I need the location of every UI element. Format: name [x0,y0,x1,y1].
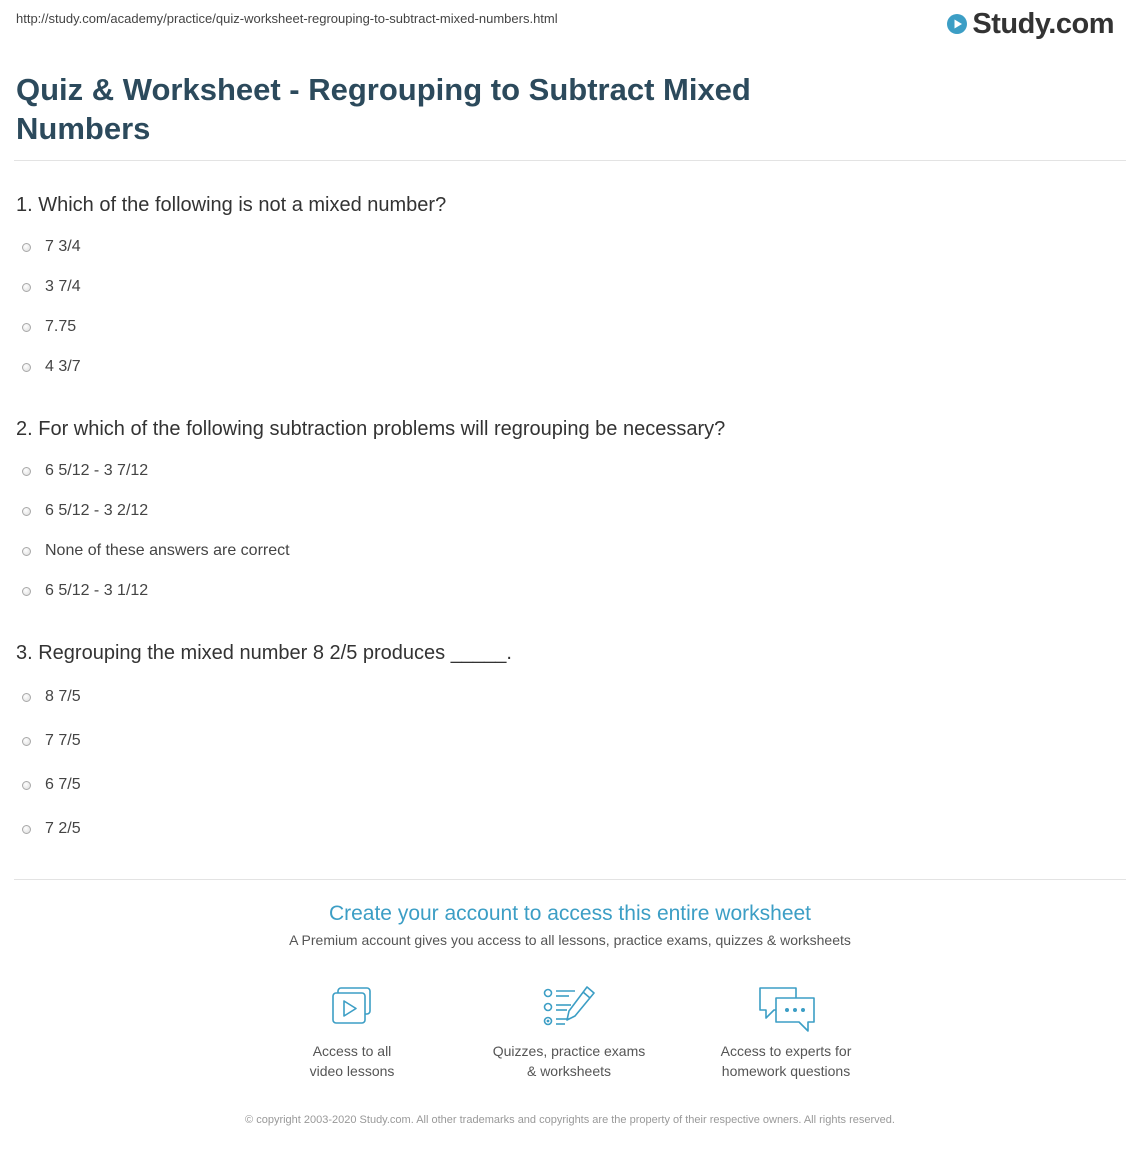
answer-option[interactable] [22,686,81,708]
radio-button[interactable] [22,243,31,252]
answer-option-label: 4 3/7 [45,358,81,375]
answer-option[interactable] [22,540,290,562]
radio-button[interactable] [22,781,31,790]
answer-option-label: 3 7/4 [45,278,81,295]
answer-option[interactable] [22,500,148,522]
create-account-link[interactable]: Create your account to access this entire worksheet [328,902,812,925]
radio-button[interactable] [22,547,31,556]
answer-option-label: 7.75 [45,318,77,335]
answer-option-label: 7 7/5 [45,732,81,749]
radio-button[interactable] [22,467,31,476]
answer-option-label: 7 3/4 [45,238,81,255]
radio-button[interactable] [22,323,31,332]
feature-label-line: homework questions [721,1063,851,1079]
feature-quizzes [469,984,669,1081]
copyright-notice: © copyright 2003-2020 Study.com. All other trademarks and copyrights are the property of their respective owners. All rights reserved. [245,1114,895,1126]
answer-option[interactable] [22,236,81,258]
radio-button[interactable] [22,737,31,746]
quiz-divider [14,879,1126,880]
answer-option-label: 8 7/5 [45,688,81,705]
answer-option[interactable] [22,460,148,482]
answer-option-label: 7 2/5 [45,820,81,837]
study-play-logo-icon [946,13,968,35]
answer-option[interactable] [22,580,148,602]
feature-label-line: Access to all [312,1043,392,1059]
answer-option-label: None of these answers are correct [45,542,290,559]
question-1: 1. Which of the following is not a mixed number? [16,194,447,216]
page-title: Quiz & Worksheet - Regrouping to Subtract Mixed Numbers [16,72,751,146]
title-divider [14,160,1126,161]
answer-option-label: 6 7/5 [45,776,81,793]
feature-label-line: Quizzes, practice exams [492,1043,646,1059]
premium-description: A Premium account gives you access to all lessons, practice exams, quizzes & worksheets [289,932,851,948]
radio-button[interactable] [22,587,31,596]
radio-button[interactable] [22,283,31,292]
answer-option-label: 6 5/12 - 3 1/12 [45,582,149,599]
quiz-checklist-icon [539,984,599,1038]
answer-option[interactable] [22,356,81,378]
feature-experts [686,984,886,1081]
radio-button[interactable] [22,693,31,702]
radio-button[interactable] [22,507,31,516]
question-2: 2. For which of the following subtraction problems will regrouping be necessary? [16,418,726,440]
feature-video-lessons [252,984,452,1081]
answer-option[interactable] [22,818,81,840]
answer-option[interactable] [22,316,76,338]
answer-option[interactable] [22,730,81,752]
answer-option-label: 6 5/12 - 3 7/12 [45,462,149,479]
page-url: http://study.com/academy/practice/quiz-worksheet-regrouping-to-subtract-mixed-numbers.html [16,11,558,26]
question-3: 3. Regrouping the mixed number 8 2/5 produces _____. [16,642,512,664]
answer-option[interactable] [22,276,81,298]
radio-button[interactable] [22,363,31,372]
answer-option-label: 6 5/12 - 3 2/12 [45,502,149,519]
radio-button[interactable] [22,825,31,834]
logo-text: Study.com [972,7,1114,40]
study-logo[interactable] [946,6,1114,42]
answer-option[interactable] [22,774,81,796]
feature-label-line: video lessons [309,1063,395,1079]
feature-label-line: & worksheets [526,1063,612,1079]
feature-label-line: Access to experts for [720,1043,852,1059]
chat-bubbles-icon [756,984,816,1038]
video-lessons-icon [322,984,382,1038]
